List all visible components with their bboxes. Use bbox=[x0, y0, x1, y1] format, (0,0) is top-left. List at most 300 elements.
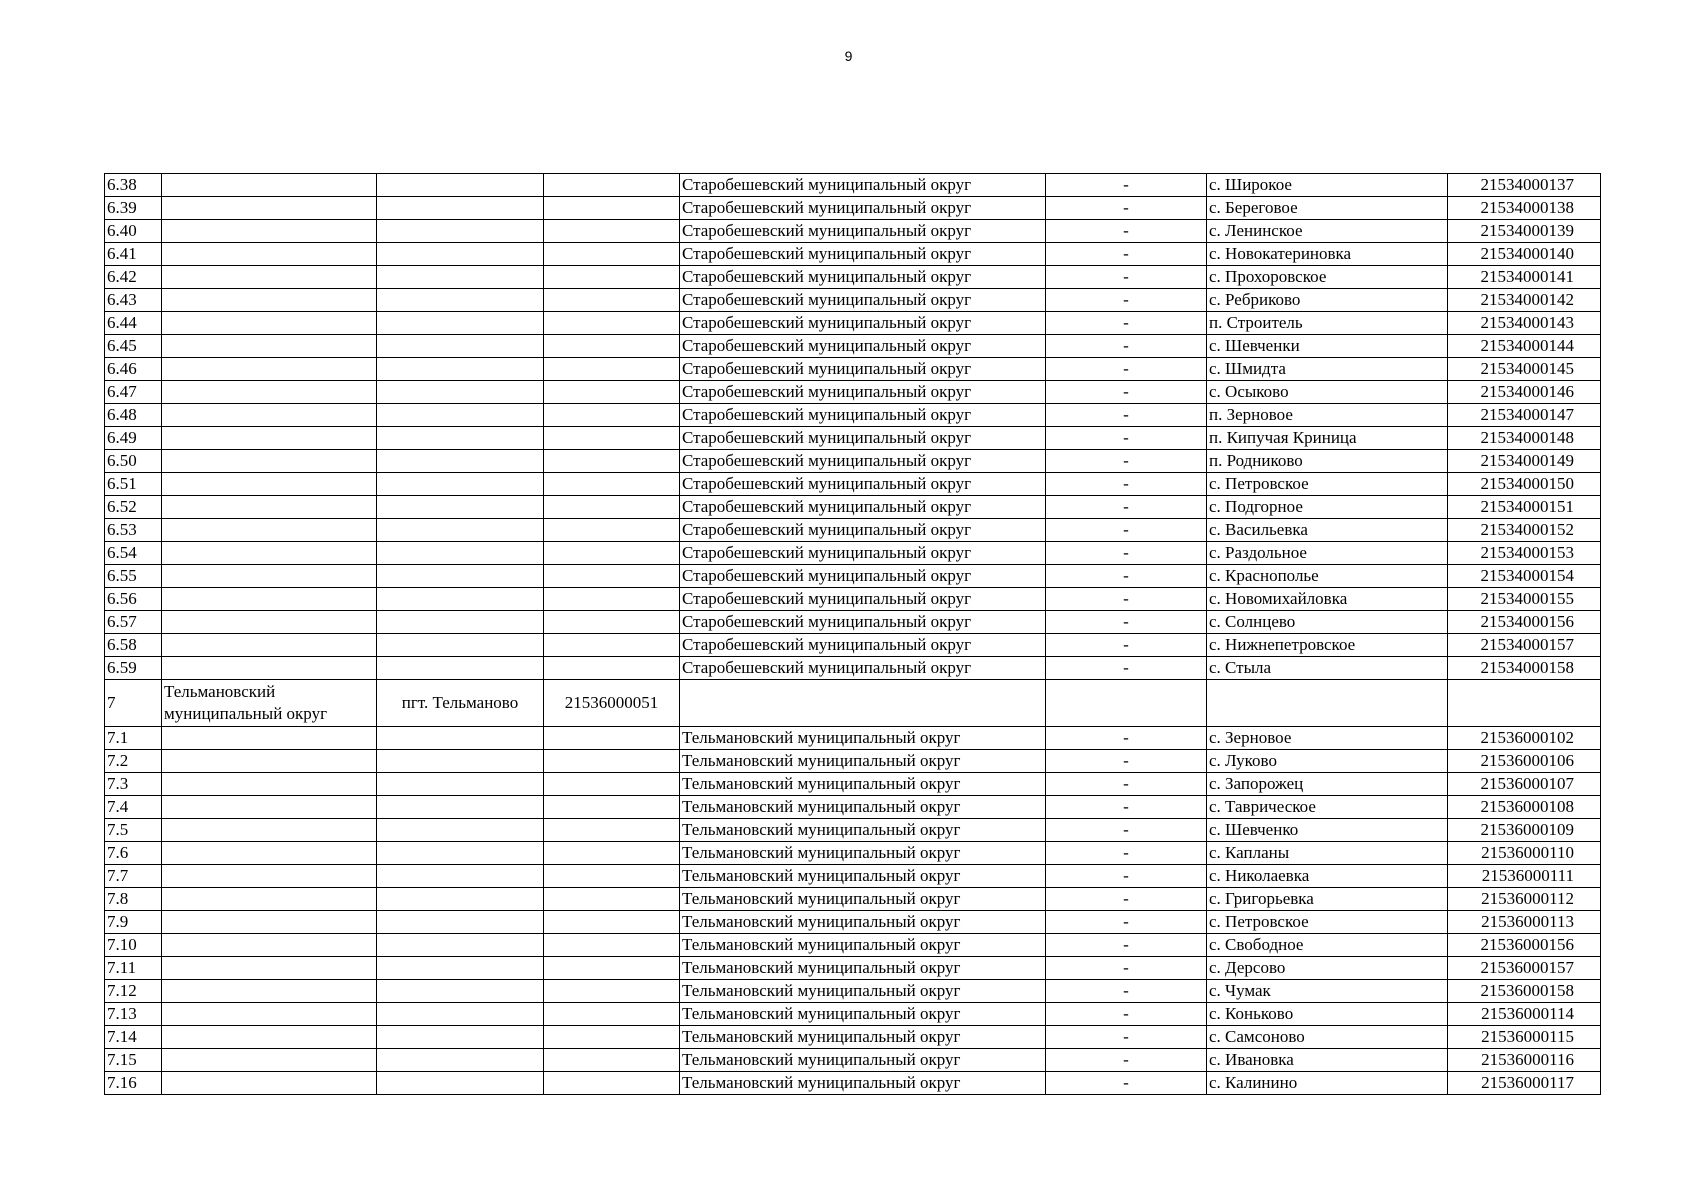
table-row bbox=[105, 450, 1601, 473]
admin-center-cell bbox=[377, 796, 544, 819]
admin-center-code-cell bbox=[544, 519, 680, 542]
okrug-name-cell bbox=[162, 519, 377, 542]
settlement-cell: с. Ленинское bbox=[1207, 220, 1448, 243]
code-cell: 21534000155 bbox=[1448, 588, 1601, 611]
dash-cell: - bbox=[1046, 381, 1207, 404]
district-cell: Тельмановский муниципальный округ bbox=[680, 727, 1046, 750]
table-row bbox=[105, 381, 1601, 404]
okrug-name-cell bbox=[162, 588, 377, 611]
admin-center-code-cell bbox=[544, 312, 680, 335]
row-number-cell: 6.40 bbox=[105, 220, 162, 243]
settlement-cell: с. Подгорное bbox=[1207, 496, 1448, 519]
table-row bbox=[105, 1003, 1601, 1026]
dash-cell: - bbox=[1046, 611, 1207, 634]
table-row bbox=[105, 727, 1601, 750]
code-cell: 21536000113 bbox=[1448, 911, 1601, 934]
code-cell: 21536000115 bbox=[1448, 1026, 1601, 1049]
dash-cell: - bbox=[1046, 634, 1207, 657]
table-row bbox=[105, 1026, 1601, 1049]
okrug-name-cell bbox=[162, 727, 377, 750]
district-cell: Старобешевский муниципальный округ bbox=[680, 542, 1046, 565]
admin-center-cell bbox=[377, 450, 544, 473]
row-number-cell: 6.58 bbox=[105, 634, 162, 657]
district-cell: Старобешевский муниципальный округ bbox=[680, 312, 1046, 335]
district-cell: Старобешевский муниципальный округ bbox=[680, 450, 1046, 473]
table-row bbox=[105, 473, 1601, 496]
settlement-cell: с. Ребриково bbox=[1207, 289, 1448, 312]
district-cell: Старобешевский муниципальный округ bbox=[680, 358, 1046, 381]
table-row bbox=[105, 496, 1601, 519]
table-row bbox=[105, 611, 1601, 634]
district-cell: Тельмановский муниципальный округ bbox=[680, 911, 1046, 934]
admin-center-cell bbox=[377, 197, 544, 220]
okrug-name-cell bbox=[162, 865, 377, 888]
okrug-name-cell bbox=[162, 473, 377, 496]
code-cell: 21534000141 bbox=[1448, 266, 1601, 289]
dash-cell: - bbox=[1046, 450, 1207, 473]
admin-center-cell bbox=[377, 888, 544, 911]
admin-center-code-cell bbox=[544, 404, 680, 427]
admin-center-cell bbox=[377, 381, 544, 404]
code-cell: 21534000146 bbox=[1448, 381, 1601, 404]
admin-center-code-cell bbox=[544, 266, 680, 289]
admin-center-cell bbox=[377, 496, 544, 519]
okrug-name-cell: Тельмановский муниципальный округ bbox=[162, 680, 377, 727]
admin-center-code-cell bbox=[544, 773, 680, 796]
code-cell: 21536000109 bbox=[1448, 819, 1601, 842]
okrug-name-cell bbox=[162, 796, 377, 819]
settlement-cell: с. Береговое bbox=[1207, 197, 1448, 220]
okrug-name-cell bbox=[162, 888, 377, 911]
table-row bbox=[105, 773, 1601, 796]
dash-cell: - bbox=[1046, 588, 1207, 611]
dash-cell: - bbox=[1046, 565, 1207, 588]
row-number-cell: 6.39 bbox=[105, 197, 162, 220]
okrug-name-cell bbox=[162, 750, 377, 773]
code-cell: 21536000111 bbox=[1448, 865, 1601, 888]
district-cell: Старобешевский муниципальный округ bbox=[680, 565, 1046, 588]
district-cell: Тельмановский муниципальный округ bbox=[680, 1003, 1046, 1026]
admin-center-cell bbox=[377, 819, 544, 842]
admin-center-cell bbox=[377, 773, 544, 796]
district-cell: Тельмановский муниципальный округ bbox=[680, 865, 1046, 888]
okrug-name-cell bbox=[162, 934, 377, 957]
settlement-cell: с. Запорожец bbox=[1207, 773, 1448, 796]
admin-center-cell bbox=[377, 427, 544, 450]
table-row bbox=[105, 243, 1601, 266]
district-cell: Старобешевский муниципальный округ bbox=[680, 634, 1046, 657]
admin-center-cell bbox=[377, 657, 544, 680]
admin-center-code-cell bbox=[544, 565, 680, 588]
okrug-name-cell bbox=[162, 496, 377, 519]
district-cell: Старобешевский муниципальный округ bbox=[680, 197, 1046, 220]
dash-cell: - bbox=[1046, 174, 1207, 197]
table-body bbox=[105, 174, 1601, 1095]
dash-cell: - bbox=[1046, 773, 1207, 796]
code-cell: 21536000117 bbox=[1448, 1072, 1601, 1095]
row-number-cell: 6.55 bbox=[105, 565, 162, 588]
settlement-cell: с. Новомихайловка bbox=[1207, 588, 1448, 611]
row-number-cell: 7.9 bbox=[105, 911, 162, 934]
settlement-cell: п. Родниково bbox=[1207, 450, 1448, 473]
district-cell: Старобешевский муниципальный округ bbox=[680, 335, 1046, 358]
dash-cell: - bbox=[1046, 358, 1207, 381]
row-number-cell: 6.52 bbox=[105, 496, 162, 519]
dash-cell: - bbox=[1046, 496, 1207, 519]
table-row bbox=[105, 819, 1601, 842]
admin-center-cell bbox=[377, 358, 544, 381]
dash-cell: - bbox=[1046, 404, 1207, 427]
admin-center-code-cell bbox=[544, 588, 680, 611]
district-cell: Старобешевский муниципальный округ bbox=[680, 266, 1046, 289]
admin-center-cell bbox=[377, 842, 544, 865]
dash-cell: - bbox=[1046, 197, 1207, 220]
table-row bbox=[105, 1049, 1601, 1072]
settlement-cell: с. Прохоровское bbox=[1207, 266, 1448, 289]
admin-center-code-cell bbox=[544, 657, 680, 680]
admin-center-code-cell bbox=[544, 980, 680, 1003]
row-number-cell: 6.57 bbox=[105, 611, 162, 634]
district-cell: Старобешевский муниципальный округ bbox=[680, 588, 1046, 611]
row-number-cell: 7.8 bbox=[105, 888, 162, 911]
admin-center-cell bbox=[377, 243, 544, 266]
okrug-name-cell bbox=[162, 773, 377, 796]
table-row bbox=[105, 957, 1601, 980]
table-row bbox=[105, 588, 1601, 611]
admin-center-cell bbox=[377, 1072, 544, 1095]
dash-cell: - bbox=[1046, 842, 1207, 865]
row-number-cell: 7.11 bbox=[105, 957, 162, 980]
row-number-cell: 6.44 bbox=[105, 312, 162, 335]
table-row bbox=[105, 519, 1601, 542]
admin-center-cell bbox=[377, 1049, 544, 1072]
settlement-cell: с. Коньково bbox=[1207, 1003, 1448, 1026]
table-row bbox=[105, 980, 1601, 1003]
dash-cell: - bbox=[1046, 657, 1207, 680]
district-cell: Тельмановский муниципальный округ bbox=[680, 934, 1046, 957]
district-cell bbox=[680, 680, 1046, 727]
code-cell: 21536000110 bbox=[1448, 842, 1601, 865]
dash-cell: - bbox=[1046, 888, 1207, 911]
code-cell: 21536000108 bbox=[1448, 796, 1601, 819]
okrug-name-cell bbox=[162, 657, 377, 680]
okrug-name-cell bbox=[162, 980, 377, 1003]
code-cell: 21536000102 bbox=[1448, 727, 1601, 750]
table-row bbox=[105, 796, 1601, 819]
okrug-name-cell bbox=[162, 358, 377, 381]
table-row bbox=[105, 911, 1601, 934]
code-cell: 21536000157 bbox=[1448, 957, 1601, 980]
admin-center-code-cell bbox=[544, 750, 680, 773]
dash-cell: - bbox=[1046, 335, 1207, 358]
admin-center-cell bbox=[377, 957, 544, 980]
code-cell: 21534000139 bbox=[1448, 220, 1601, 243]
code-cell: 21536000116 bbox=[1448, 1049, 1601, 1072]
admin-center-code-cell bbox=[544, 220, 680, 243]
dash-cell: - bbox=[1046, 519, 1207, 542]
okrug-name-cell bbox=[162, 1026, 377, 1049]
dash-cell: - bbox=[1046, 243, 1207, 266]
code-cell bbox=[1448, 680, 1601, 727]
table-row bbox=[105, 312, 1601, 335]
code-cell: 21534000157 bbox=[1448, 634, 1601, 657]
settlement-cell: с. Капланы bbox=[1207, 842, 1448, 865]
code-cell: 21534000145 bbox=[1448, 358, 1601, 381]
row-number-cell: 7.7 bbox=[105, 865, 162, 888]
row-number-cell: 6.54 bbox=[105, 542, 162, 565]
okrug-name-cell bbox=[162, 289, 377, 312]
admin-center-code-cell bbox=[544, 450, 680, 473]
district-cell: Старобешевский муниципальный округ bbox=[680, 289, 1046, 312]
admin-center-code-cell bbox=[544, 888, 680, 911]
row-number-cell: 7.4 bbox=[105, 796, 162, 819]
row-number-cell: 7.13 bbox=[105, 1003, 162, 1026]
settlement-cell: с. Стыла bbox=[1207, 657, 1448, 680]
settlement-cell: с. Ивановка bbox=[1207, 1049, 1448, 1072]
settlement-cell: с. Луково bbox=[1207, 750, 1448, 773]
settlement-cell: с. Зерновое bbox=[1207, 727, 1448, 750]
code-cell: 21534000144 bbox=[1448, 335, 1601, 358]
okrug-name-cell bbox=[162, 957, 377, 980]
code-cell: 21534000148 bbox=[1448, 427, 1601, 450]
code-cell: 21534000156 bbox=[1448, 611, 1601, 634]
dash-cell: - bbox=[1046, 1003, 1207, 1026]
code-cell: 21536000106 bbox=[1448, 750, 1601, 773]
row-number-cell: 6.41 bbox=[105, 243, 162, 266]
district-cell: Тельмановский муниципальный округ bbox=[680, 773, 1046, 796]
district-cell: Старобешевский муниципальный округ bbox=[680, 427, 1046, 450]
dash-cell: - bbox=[1046, 473, 1207, 496]
page-number: 9 bbox=[844, 48, 853, 64]
admin-center-code-cell bbox=[544, 934, 680, 957]
row-number-cell: 7.10 bbox=[105, 934, 162, 957]
code-cell: 21534000138 bbox=[1448, 197, 1601, 220]
okrug-name-cell bbox=[162, 565, 377, 588]
settlement-cell bbox=[1207, 680, 1448, 727]
settlement-cell: с. Новокатериновка bbox=[1207, 243, 1448, 266]
settlement-cell: с. Николаевка bbox=[1207, 865, 1448, 888]
okrug-name-cell bbox=[162, 611, 377, 634]
admin-center-code-cell bbox=[544, 1049, 680, 1072]
admin-center-code-cell bbox=[544, 819, 680, 842]
table-row bbox=[105, 174, 1601, 197]
admin-center-cell bbox=[377, 542, 544, 565]
admin-center-code-cell bbox=[544, 197, 680, 220]
code-cell: 21534000151 bbox=[1448, 496, 1601, 519]
table-row bbox=[105, 1072, 1601, 1095]
okrug-name-cell bbox=[162, 220, 377, 243]
row-number-cell: 7.1 bbox=[105, 727, 162, 750]
code-cell: 21534000147 bbox=[1448, 404, 1601, 427]
admin-center-cell bbox=[377, 404, 544, 427]
district-cell: Тельмановский муниципальный округ bbox=[680, 980, 1046, 1003]
admin-center-cell bbox=[377, 312, 544, 335]
admin-center-code-cell bbox=[544, 1072, 680, 1095]
table-row bbox=[105, 750, 1601, 773]
table-row bbox=[105, 358, 1601, 381]
row-number-cell: 7.14 bbox=[105, 1026, 162, 1049]
table-row bbox=[105, 842, 1601, 865]
table-row bbox=[105, 335, 1601, 358]
table-row bbox=[105, 934, 1601, 957]
okrug-name-cell bbox=[162, 1072, 377, 1095]
district-cell: Тельмановский муниципальный округ bbox=[680, 1072, 1046, 1095]
dash-cell: - bbox=[1046, 980, 1207, 1003]
admin-center-code-cell: 21536000051 bbox=[544, 680, 680, 727]
row-number-cell: 6.50 bbox=[105, 450, 162, 473]
admin-center-cell bbox=[377, 473, 544, 496]
code-cell: 21534000150 bbox=[1448, 473, 1601, 496]
district-cell: Старобешевский муниципальный округ bbox=[680, 473, 1046, 496]
okrug-name-cell bbox=[162, 197, 377, 220]
admin-center-cell bbox=[377, 220, 544, 243]
row-number-cell: 6.38 bbox=[105, 174, 162, 197]
settlement-cell: с. Солнцево bbox=[1207, 611, 1448, 634]
admin-center-cell bbox=[377, 911, 544, 934]
code-cell: 21534000142 bbox=[1448, 289, 1601, 312]
okrug-header-row bbox=[105, 680, 1601, 727]
table-row bbox=[105, 404, 1601, 427]
settlement-cell: с. Таврическое bbox=[1207, 796, 1448, 819]
district-cell: Тельмановский муниципальный округ bbox=[680, 750, 1046, 773]
admin-center-code-cell bbox=[544, 335, 680, 358]
settlement-cell: с. Нижнепетровское bbox=[1207, 634, 1448, 657]
row-number-cell: 6.48 bbox=[105, 404, 162, 427]
district-cell: Старобешевский муниципальный округ bbox=[680, 519, 1046, 542]
row-number-cell: 7.6 bbox=[105, 842, 162, 865]
admin-center-cell bbox=[377, 335, 544, 358]
okrug-name-cell bbox=[162, 634, 377, 657]
admin-center-code-cell bbox=[544, 358, 680, 381]
row-number-cell: 6.42 bbox=[105, 266, 162, 289]
settlement-cell: с. Григорьевка bbox=[1207, 888, 1448, 911]
dash-cell: - bbox=[1046, 796, 1207, 819]
row-number-cell: 7.12 bbox=[105, 980, 162, 1003]
code-cell: 21534000154 bbox=[1448, 565, 1601, 588]
admin-center-cell bbox=[377, 634, 544, 657]
admin-center-cell bbox=[377, 174, 544, 197]
code-cell: 21534000140 bbox=[1448, 243, 1601, 266]
row-number-cell: 7.3 bbox=[105, 773, 162, 796]
settlement-cell: п. Строитель bbox=[1207, 312, 1448, 335]
admin-center-code-cell bbox=[544, 957, 680, 980]
settlement-cell: с. Петровское bbox=[1207, 911, 1448, 934]
row-number-cell: 6.49 bbox=[105, 427, 162, 450]
code-cell: 21536000158 bbox=[1448, 980, 1601, 1003]
row-number-cell: 7.2 bbox=[105, 750, 162, 773]
admin-center-code-cell bbox=[544, 611, 680, 634]
settlement-cell: с. Чумак bbox=[1207, 980, 1448, 1003]
settlement-cell: с. Раздольное bbox=[1207, 542, 1448, 565]
admin-center-cell bbox=[377, 1003, 544, 1026]
district-cell: Старобешевский муниципальный округ bbox=[680, 611, 1046, 634]
code-cell: 21536000112 bbox=[1448, 888, 1601, 911]
admin-center-cell bbox=[377, 519, 544, 542]
admin-center-code-cell bbox=[544, 727, 680, 750]
admin-center-code-cell bbox=[544, 289, 680, 312]
table-row bbox=[105, 634, 1601, 657]
settlement-cell: с. Васильевка bbox=[1207, 519, 1448, 542]
admin-center-code-cell bbox=[544, 542, 680, 565]
admin-center-cell bbox=[377, 865, 544, 888]
settlement-cell: с. Широкое bbox=[1207, 174, 1448, 197]
dash-cell: - bbox=[1046, 865, 1207, 888]
settlement-cell: с. Самсоново bbox=[1207, 1026, 1448, 1049]
dash-cell: - bbox=[1046, 934, 1207, 957]
row-number-cell: 6.47 bbox=[105, 381, 162, 404]
code-cell: 21534000152 bbox=[1448, 519, 1601, 542]
district-cell: Старобешевский муниципальный округ bbox=[680, 496, 1046, 519]
admin-center-code-cell bbox=[544, 243, 680, 266]
row-number-cell: 6.59 bbox=[105, 657, 162, 680]
dash-cell: - bbox=[1046, 1049, 1207, 1072]
admin-center-code-cell bbox=[544, 496, 680, 519]
dash-cell: - bbox=[1046, 911, 1207, 934]
code-cell: 21536000114 bbox=[1448, 1003, 1601, 1026]
admin-center-code-cell bbox=[544, 1026, 680, 1049]
settlement-cell: п. Зерновое bbox=[1207, 404, 1448, 427]
table-row bbox=[105, 427, 1601, 450]
code-cell: 21534000158 bbox=[1448, 657, 1601, 680]
dash-cell: - bbox=[1046, 427, 1207, 450]
code-cell: 21534000143 bbox=[1448, 312, 1601, 335]
okrug-name-cell bbox=[162, 381, 377, 404]
table-row bbox=[105, 888, 1601, 911]
district-cell: Тельмановский муниципальный округ bbox=[680, 796, 1046, 819]
admin-center-code-cell bbox=[544, 634, 680, 657]
row-number-cell: 7.16 bbox=[105, 1072, 162, 1095]
settlement-cell: с. Краснополье bbox=[1207, 565, 1448, 588]
admin-center-code-cell bbox=[544, 865, 680, 888]
dash-cell: - bbox=[1046, 289, 1207, 312]
dash-cell: - bbox=[1046, 957, 1207, 980]
okrug-name-cell bbox=[162, 450, 377, 473]
table-row bbox=[105, 542, 1601, 565]
admin-center-cell bbox=[377, 980, 544, 1003]
admin-center-cell: пгт. Тельманово bbox=[377, 680, 544, 727]
settlements-table bbox=[104, 173, 1601, 1095]
settlement-cell: с. Шевченко bbox=[1207, 819, 1448, 842]
dash-cell: - bbox=[1046, 312, 1207, 335]
admin-center-cell bbox=[377, 289, 544, 312]
admin-center-code-cell bbox=[544, 427, 680, 450]
code-cell: 21534000153 bbox=[1448, 542, 1601, 565]
settlement-cell: с. Петровское bbox=[1207, 473, 1448, 496]
admin-center-cell bbox=[377, 727, 544, 750]
admin-center-code-cell bbox=[544, 174, 680, 197]
row-number-cell: 6.51 bbox=[105, 473, 162, 496]
okrug-name-cell bbox=[162, 1049, 377, 1072]
row-number-cell: 6.43 bbox=[105, 289, 162, 312]
admin-center-cell bbox=[377, 750, 544, 773]
code-cell: 21536000107 bbox=[1448, 773, 1601, 796]
table-row bbox=[105, 865, 1601, 888]
dash-cell: - bbox=[1046, 266, 1207, 289]
settlement-cell: с. Калинино bbox=[1207, 1072, 1448, 1095]
district-cell: Тельмановский муниципальный округ bbox=[680, 1049, 1046, 1072]
dash-cell: - bbox=[1046, 727, 1207, 750]
row-number-cell: 6.56 bbox=[105, 588, 162, 611]
okrug-name-cell bbox=[162, 819, 377, 842]
district-cell: Старобешевский муниципальный округ bbox=[680, 404, 1046, 427]
okrug-name-cell bbox=[162, 542, 377, 565]
code-cell: 21534000149 bbox=[1448, 450, 1601, 473]
admin-center-code-cell bbox=[544, 473, 680, 496]
code-cell: 21536000156 bbox=[1448, 934, 1601, 957]
dash-cell bbox=[1046, 680, 1207, 727]
okrug-name-cell bbox=[162, 312, 377, 335]
okrug-name-cell bbox=[162, 404, 377, 427]
